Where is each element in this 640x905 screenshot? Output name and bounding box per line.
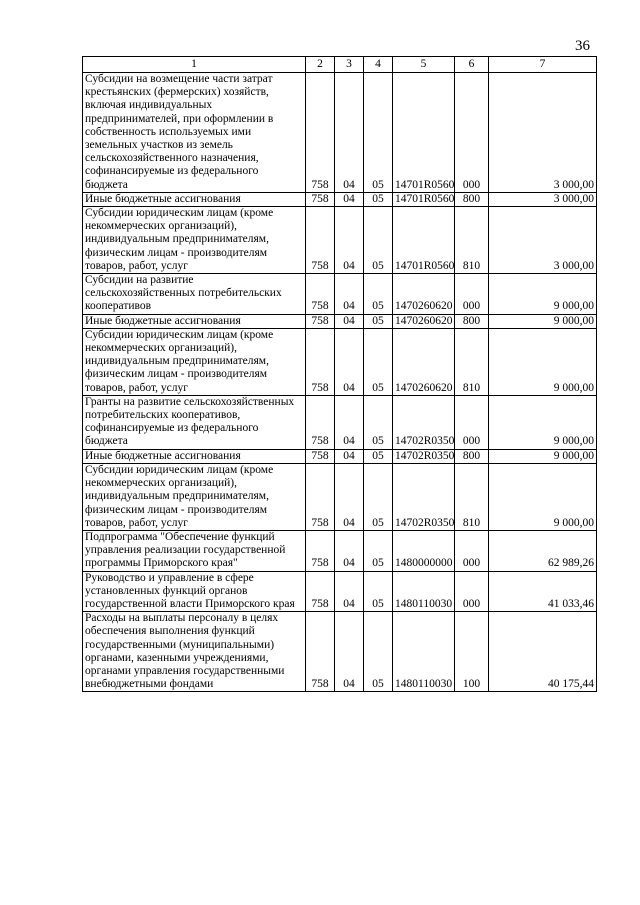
target-article-code-cell: 1470260620 bbox=[393, 328, 455, 395]
target-article-code-cell: 14702R0350 bbox=[393, 449, 455, 463]
budget-table bbox=[82, 56, 597, 692]
expense-type-code-cell: 100 bbox=[455, 612, 489, 692]
subsection-code-cell: 05 bbox=[364, 207, 393, 274]
expense-type-code-cell: 000 bbox=[455, 395, 489, 449]
column-header: 7 bbox=[489, 57, 597, 73]
section-code-cell: 04 bbox=[335, 314, 364, 328]
expense-type-code-cell: 800 bbox=[455, 449, 489, 463]
target-article-code-cell: 14702R0350 bbox=[393, 395, 455, 449]
column-header: 5 bbox=[393, 57, 455, 73]
amount-cell: 9 000,00 bbox=[489, 449, 597, 463]
section-code-cell: 04 bbox=[335, 571, 364, 612]
row-name-cell: Субсидии на возмещение части затрат крестьянских (фермерских) хозяйств, включая индивидуальных предпринимателей, при оформлении в собственность используемых ими земельных участков из земель сельскохозяйственного назначения, софинансируемые из федерального бюджета bbox=[83, 73, 306, 193]
section-code-cell: 04 bbox=[335, 328, 364, 395]
subsection-code-cell: 05 bbox=[364, 571, 393, 612]
row-name-cell: Субсидии на развитие сельскохозяйственных потребительских кооперативов bbox=[83, 274, 306, 315]
admin-code-cell: 758 bbox=[306, 73, 335, 193]
amount-cell: 40 175,44 bbox=[489, 612, 597, 692]
table-row bbox=[83, 328, 597, 395]
expense-type-code-cell: 800 bbox=[455, 192, 489, 206]
row-name-cell: Расходы на выплаты персоналу в целях обеспечения выполнения функций государственными (муниципальными) органами, казенными учреждениями, органами управления государственными внебюджетными фондами bbox=[83, 612, 306, 692]
target-article-code-cell: 1480110030 bbox=[393, 612, 455, 692]
table-row bbox=[83, 612, 597, 692]
target-article-code-cell: 14701R0560 bbox=[393, 73, 455, 193]
subsection-code-cell: 05 bbox=[364, 449, 393, 463]
row-name-cell: Субсидии юридическим лицам (кроме некоммерческих организаций), индивидуальным предпринимателям, физическим лицам - производителям товаров, работ, услуг bbox=[83, 207, 306, 274]
target-article-code-cell: 1470260620 bbox=[393, 274, 455, 315]
expense-type-code-cell: 000 bbox=[455, 571, 489, 612]
target-article-code-cell: 14702R0350 bbox=[393, 463, 455, 530]
amount-cell: 3 000,00 bbox=[489, 207, 597, 274]
admin-code-cell: 758 bbox=[306, 192, 335, 206]
amount-cell: 9 000,00 bbox=[489, 328, 597, 395]
expense-type-code-cell: 810 bbox=[455, 207, 489, 274]
expense-type-code-cell: 800 bbox=[455, 314, 489, 328]
row-name-cell: Гранты на развитие сельскохозяйственных потребительских кооперативов, софинансируемые из федерального бюджета bbox=[83, 395, 306, 449]
table-row bbox=[83, 314, 597, 328]
amount-cell: 9 000,00 bbox=[489, 463, 597, 530]
expense-type-code-cell: 000 bbox=[455, 274, 489, 315]
table-row bbox=[83, 571, 597, 612]
subsection-code-cell: 05 bbox=[364, 314, 393, 328]
column-header: 6 bbox=[455, 57, 489, 73]
admin-code-cell: 758 bbox=[306, 571, 335, 612]
section-code-cell: 04 bbox=[335, 73, 364, 193]
section-code-cell: 04 bbox=[335, 449, 364, 463]
column-header: 4 bbox=[364, 57, 393, 73]
row-name-cell: Иные бюджетные ассигнования bbox=[83, 192, 306, 206]
amount-cell: 9 000,00 bbox=[489, 274, 597, 315]
subsection-code-cell: 05 bbox=[364, 274, 393, 315]
subsection-code-cell: 05 bbox=[364, 192, 393, 206]
subsection-code-cell: 05 bbox=[364, 73, 393, 193]
table-row bbox=[83, 463, 597, 530]
page-number: 36 bbox=[575, 38, 590, 54]
table-row bbox=[83, 192, 597, 206]
table-row bbox=[83, 395, 597, 449]
amount-cell: 9 000,00 bbox=[489, 314, 597, 328]
expense-type-code-cell: 000 bbox=[455, 530, 489, 571]
amount-cell: 9 000,00 bbox=[489, 395, 597, 449]
subsection-code-cell: 05 bbox=[364, 530, 393, 571]
section-code-cell: 04 bbox=[335, 612, 364, 692]
subsection-code-cell: 05 bbox=[364, 395, 393, 449]
subsection-code-cell: 05 bbox=[364, 328, 393, 395]
section-code-cell: 04 bbox=[335, 530, 364, 571]
table-row bbox=[83, 530, 597, 571]
subsection-code-cell: 05 bbox=[364, 612, 393, 692]
target-article-code-cell: 14701R0560 bbox=[393, 192, 455, 206]
subsection-code-cell: 05 bbox=[364, 463, 393, 530]
table-row bbox=[83, 274, 597, 315]
column-header: 1 bbox=[83, 57, 306, 73]
section-code-cell: 04 bbox=[335, 395, 364, 449]
expense-type-code-cell: 810 bbox=[455, 328, 489, 395]
admin-code-cell: 758 bbox=[306, 612, 335, 692]
table-row bbox=[83, 449, 597, 463]
admin-code-cell: 758 bbox=[306, 530, 335, 571]
row-name-cell: Иные бюджетные ассигнования bbox=[83, 449, 306, 463]
admin-code-cell: 758 bbox=[306, 314, 335, 328]
amount-cell: 62 989,26 bbox=[489, 530, 597, 571]
amount-cell: 41 033,46 bbox=[489, 571, 597, 612]
admin-code-cell: 758 bbox=[306, 463, 335, 530]
admin-code-cell: 758 bbox=[306, 328, 335, 395]
admin-code-cell: 758 bbox=[306, 449, 335, 463]
row-name-cell: Подпрограмма "Обеспечение функций управления реализации государственной программы Приморского края" bbox=[83, 530, 306, 571]
section-code-cell: 04 bbox=[335, 463, 364, 530]
admin-code-cell: 758 bbox=[306, 395, 335, 449]
amount-cell: 3 000,00 bbox=[489, 192, 597, 206]
expense-type-code-cell: 000 bbox=[455, 73, 489, 193]
amount-cell: 3 000,00 bbox=[489, 73, 597, 193]
expense-type-code-cell: 810 bbox=[455, 463, 489, 530]
row-name-cell: Субсидии юридическим лицам (кроме некоммерческих организаций), индивидуальным предпринимателям, физическим лицам - производителям товаров, работ, услуг bbox=[83, 328, 306, 395]
section-code-cell: 04 bbox=[335, 192, 364, 206]
row-name-cell: Субсидии юридическим лицам (кроме некоммерческих организаций), индивидуальным предпринимателям, физическим лицам - производителям товаров, работ, услуг bbox=[83, 463, 306, 530]
target-article-code-cell: 1480110030 bbox=[393, 571, 455, 612]
target-article-code-cell: 14701R0560 bbox=[393, 207, 455, 274]
section-code-cell: 04 bbox=[335, 207, 364, 274]
target-article-code-cell: 1480000000 bbox=[393, 530, 455, 571]
row-name-cell: Иные бюджетные ассигнования bbox=[83, 314, 306, 328]
column-header: 3 bbox=[335, 57, 364, 73]
table-header-row bbox=[83, 57, 597, 73]
admin-code-cell: 758 bbox=[306, 207, 335, 274]
admin-code-cell: 758 bbox=[306, 274, 335, 315]
target-article-code-cell: 1470260620 bbox=[393, 314, 455, 328]
row-name-cell: Руководство и управление в сфере установленных функций органов государственной власти Приморского края bbox=[83, 571, 306, 612]
table-row bbox=[83, 207, 597, 274]
column-header: 2 bbox=[306, 57, 335, 73]
table-row bbox=[83, 73, 597, 193]
section-code-cell: 04 bbox=[335, 274, 364, 315]
